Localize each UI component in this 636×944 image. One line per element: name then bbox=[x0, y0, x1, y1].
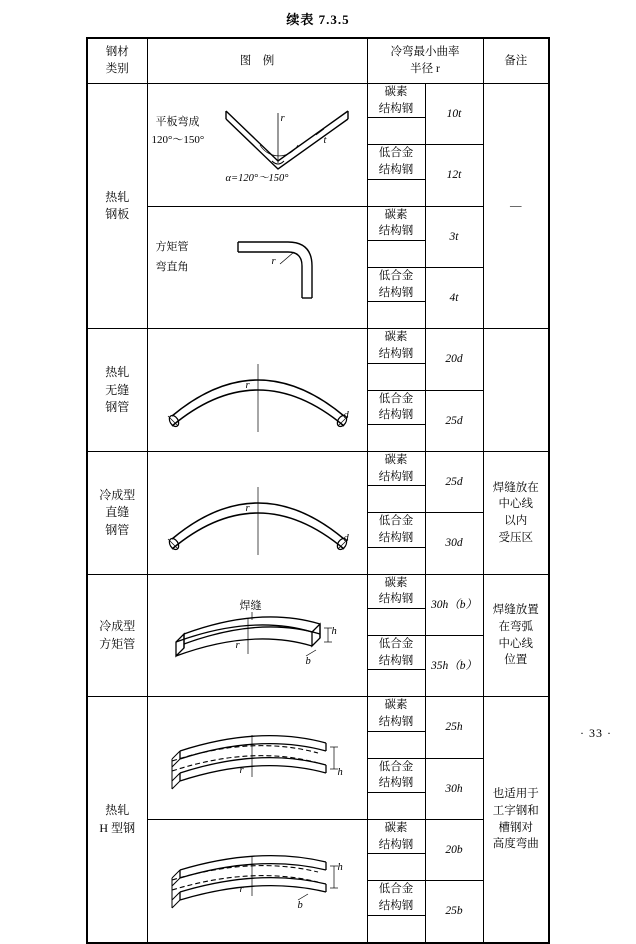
page-title: 续表 7.3.5 bbox=[286, 12, 350, 27]
figure-cell-h-section-weak-axis bbox=[147, 820, 367, 943]
steel-type-cell bbox=[367, 486, 425, 513]
value-cell: 20b bbox=[425, 820, 483, 881]
steel-type-cell bbox=[367, 731, 425, 758]
remark-cell-seamless-tube bbox=[483, 329, 549, 452]
figure-cell-cold-formed-welded-tube bbox=[147, 452, 367, 575]
steel-type-cell bbox=[367, 425, 425, 452]
value-cell: 30d bbox=[425, 513, 483, 574]
steel-type-cell bbox=[367, 547, 425, 574]
steel-type-cell: 碳素 结构钢 bbox=[367, 820, 425, 854]
figure-label-d: d bbox=[343, 532, 349, 544]
table-row bbox=[87, 329, 549, 363]
table-row bbox=[87, 452, 549, 486]
figure-cell-square-tube-right-angle bbox=[147, 206, 367, 329]
value-cell: 10t bbox=[425, 84, 483, 145]
steel-type-cell: 碳素 结构钢 bbox=[367, 84, 425, 118]
value-cell: 30h（b） bbox=[425, 574, 483, 635]
remark-cell-cold-formed-welded-tube: 焊缝放在 中心线 以内 受压区 bbox=[483, 452, 549, 575]
steel-type-cell bbox=[367, 609, 425, 636]
cold-formed-tube-arc-drawing bbox=[148, 469, 368, 557]
steel-type-cell: 低合金 结构钢 bbox=[367, 758, 425, 792]
figure-label-h: h bbox=[331, 625, 337, 637]
figure-label-d: d bbox=[343, 410, 349, 422]
figure-label-r: r bbox=[245, 502, 250, 514]
category-cell-cold-formed-square-tube: 冷成型 方矩管 bbox=[87, 574, 147, 697]
steel-type-cell bbox=[367, 915, 425, 943]
value-cell: 35h（b） bbox=[425, 636, 483, 697]
header-example: 图 例 bbox=[147, 38, 367, 84]
header-ratio-line1: 冷弯最小曲率 bbox=[390, 46, 460, 59]
h-section-weak-axis-drawing bbox=[148, 844, 368, 918]
category-cell-hot-rolled-plate: 热轧 钢板 bbox=[87, 84, 147, 329]
figure-cell-flat-plate-bend bbox=[147, 84, 367, 207]
value-cell: 4t bbox=[425, 268, 483, 329]
header-remark: 备注 bbox=[483, 38, 549, 84]
steel-type-cell bbox=[367, 363, 425, 390]
steel-type-cell bbox=[367, 670, 425, 697]
category-cell-hot-rolled-h-section: 热轧 H 型钢 bbox=[87, 697, 147, 943]
steel-type-cell: 低合金 结构钢 bbox=[367, 268, 425, 302]
figure-label-b: b bbox=[297, 899, 303, 911]
figure-label-r: r bbox=[239, 883, 244, 895]
remark-cell-hot-rolled-plate: — bbox=[483, 84, 549, 329]
figure-label-t: t bbox=[323, 134, 327, 146]
figure-label-h: h bbox=[337, 861, 343, 873]
value-cell: 25d bbox=[425, 452, 483, 513]
steel-type-cell: 碳素 结构钢 bbox=[367, 574, 425, 608]
h-section-strong-axis-drawing bbox=[148, 721, 368, 795]
figure-cell-seamless-tube bbox=[147, 329, 367, 452]
steel-type-cell bbox=[367, 793, 425, 820]
steel-type-cell bbox=[367, 179, 425, 206]
header-category-line2: 类别 bbox=[105, 63, 129, 75]
steel-type-cell: 低合金 结构钢 bbox=[367, 636, 425, 670]
figure-label-r: r bbox=[239, 765, 244, 777]
table-row bbox=[87, 574, 549, 608]
table-row bbox=[87, 84, 549, 118]
figure-label-r: r bbox=[235, 639, 240, 651]
figure-cell-cold-formed-square-tube bbox=[147, 574, 367, 697]
steel-type-cell: 低合金 结构钢 bbox=[367, 513, 425, 547]
steel-type-cell: 低合金 结构钢 bbox=[367, 881, 425, 915]
steel-type-cell: 低合金 结构钢 bbox=[367, 145, 425, 179]
value-cell: 3t bbox=[425, 206, 483, 267]
header-category-line1: 钢材 bbox=[105, 46, 129, 59]
value-cell: 30h bbox=[425, 758, 483, 819]
bending-radius-table bbox=[86, 37, 550, 944]
figure-label-r: r bbox=[280, 112, 285, 124]
figure-caption-line1: 方矩管 bbox=[155, 240, 189, 253]
steel-type-cell: 碳素 结构钢 bbox=[367, 697, 425, 731]
figure-caption-line2: 120°～150° bbox=[151, 133, 205, 146]
table-row bbox=[87, 206, 549, 240]
header-ratio-line2: 半径 r bbox=[410, 63, 440, 75]
table-header-row bbox=[87, 38, 549, 84]
value-cell: 20d bbox=[425, 329, 483, 390]
value-cell: 25h bbox=[425, 697, 483, 758]
value-cell: 12t bbox=[425, 145, 483, 206]
figure-label-h: h bbox=[337, 767, 343, 779]
steel-type-cell bbox=[367, 241, 425, 268]
table-row bbox=[87, 697, 549, 731]
value-cell: 25b bbox=[425, 881, 483, 943]
category-cell-cold-formed-welded-tube: 冷成型 直缝 钢管 bbox=[87, 452, 147, 575]
figure-label-r: r bbox=[245, 380, 250, 392]
figure-label-r: r bbox=[271, 255, 276, 267]
figure-caption-line1: 平板弯成 bbox=[155, 115, 200, 128]
steel-type-cell bbox=[367, 854, 425, 881]
figure-label-weld-seam: 焊缝 bbox=[239, 599, 262, 612]
figure-caption-line2: 弯直角 bbox=[155, 260, 189, 273]
figure-label-b: b bbox=[305, 655, 311, 667]
figure-cell-h-section-strong-axis bbox=[147, 697, 367, 820]
steel-type-cell: 低合金 结构钢 bbox=[367, 390, 425, 424]
value-cell: 25d bbox=[425, 390, 483, 451]
steel-type-cell bbox=[367, 302, 425, 329]
steel-type-cell bbox=[367, 118, 425, 145]
header-category bbox=[87, 38, 147, 84]
steel-type-cell: 碳素 结构钢 bbox=[367, 329, 425, 363]
page-number: · 33 · bbox=[580, 726, 612, 740]
header-ratio bbox=[367, 38, 483, 84]
steel-type-cell: 碳素 结构钢 bbox=[367, 206, 425, 240]
remark-cell-cold-formed-square-tube: 焊缝放置 在弯弧 中心线 位置 bbox=[483, 574, 549, 697]
figure-label-alpha: α=120°～150° bbox=[225, 172, 289, 184]
seamless-tube-arc-drawing bbox=[148, 346, 368, 434]
category-cell-seamless-tube: 热轧 无缝 钢管 bbox=[87, 329, 147, 452]
remark-cell-h-section: 也适用于 工字钢和 槽钢对 高度弯曲 bbox=[483, 697, 549, 943]
steel-type-cell: 碳素 结构钢 bbox=[367, 452, 425, 486]
table-row bbox=[87, 820, 549, 854]
